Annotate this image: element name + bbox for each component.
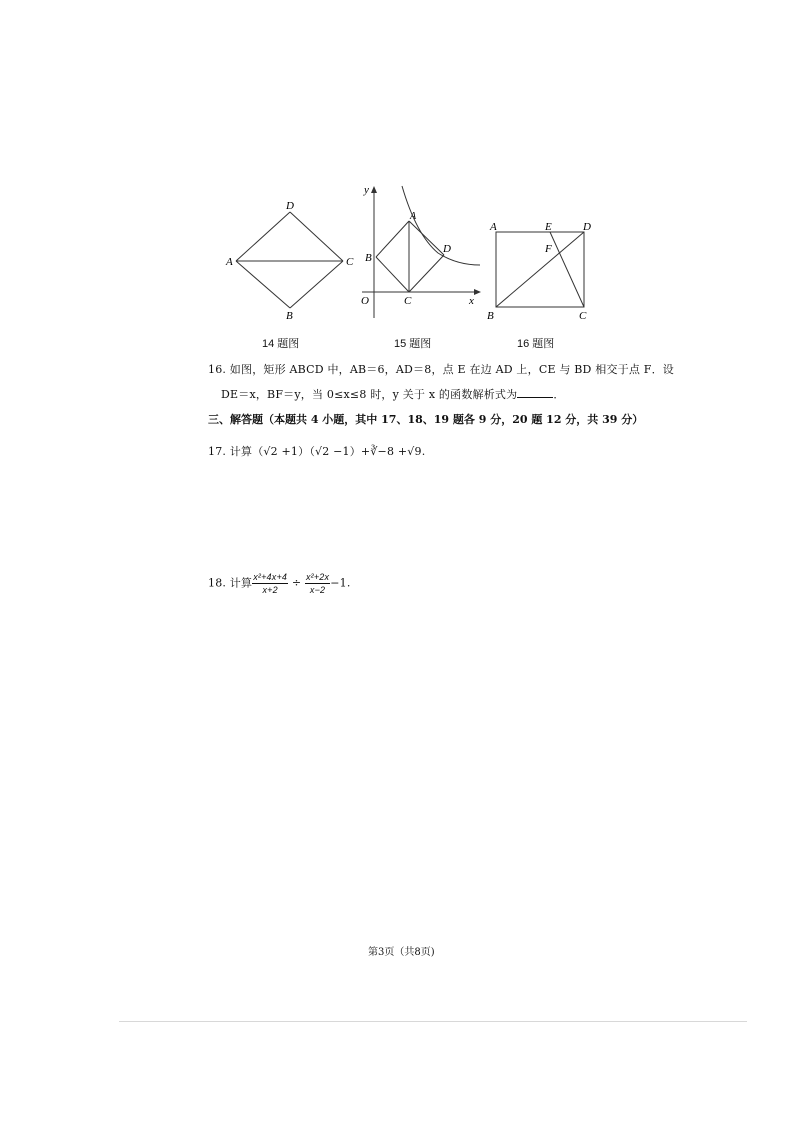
question-18-fraction-1 bbox=[252, 572, 288, 595]
fig16-diagonal-bd bbox=[496, 232, 584, 307]
fig15-side-cb bbox=[376, 257, 409, 292]
fig14-caption: 14 题图 bbox=[262, 338, 300, 350]
fig15-label-x: x bbox=[469, 295, 474, 307]
fig14-side-ba bbox=[236, 261, 290, 308]
fig16-label-c: C bbox=[579, 310, 587, 322]
question-16-line-1 bbox=[208, 361, 674, 377]
answer-blank[interactable] bbox=[517, 387, 553, 398]
figure-15 bbox=[355, 180, 485, 320]
question-17-number: 17. bbox=[208, 445, 227, 458]
fig15-label-o: O bbox=[361, 295, 369, 307]
fraction-1-denominator: x+2 bbox=[262, 585, 278, 595]
bottom-divider bbox=[119, 1021, 747, 1022]
fig15-label-y: y bbox=[364, 184, 369, 196]
fraction-2-denominator: x−2 bbox=[309, 585, 326, 595]
fig16-label-f: F bbox=[545, 243, 552, 255]
question-18 bbox=[208, 572, 351, 595]
question-16-text-2: DE＝x，BF＝y，当 0≤x≤8 时，y 关于 x 的函数解析式为 bbox=[221, 388, 518, 401]
fig15-caption: 15 题图 bbox=[394, 338, 432, 350]
question-17 bbox=[208, 443, 425, 459]
fig14-label-a: A bbox=[226, 256, 233, 268]
fig15-side-ba bbox=[376, 221, 409, 257]
fig16-label-b: B bbox=[487, 310, 494, 322]
fig16-label-d: D bbox=[583, 221, 591, 233]
question-16-number: 16. bbox=[208, 363, 227, 376]
figure-16 bbox=[484, 215, 596, 323]
fig14-side-cb bbox=[290, 261, 343, 308]
fraction-1-numerator: x²+4x+4 bbox=[253, 572, 288, 582]
fig14-side-ad bbox=[236, 212, 290, 261]
fig14-label-c: C bbox=[346, 256, 354, 268]
fig15-label-b: B bbox=[365, 252, 372, 264]
question-18-suffix: −1. bbox=[330, 576, 351, 590]
fraction-2-numerator: x²+2x bbox=[305, 572, 330, 582]
section-3-heading: 三、解答题（本题共 4 小题，其中 17、18、19 题各 9 分，20 题 12 分，共 39 分） bbox=[208, 413, 644, 426]
fig15-label-a: A bbox=[410, 211, 417, 222]
fig16-segment-ce bbox=[550, 232, 584, 307]
question-18-prefix: 计算 bbox=[229, 576, 253, 590]
fig15-label-d: D bbox=[443, 243, 451, 255]
figure-14 bbox=[222, 195, 362, 320]
fig16-caption: 16 题图 bbox=[517, 338, 555, 350]
fig14-label-b: B bbox=[286, 310, 293, 320]
question-16-line-2 bbox=[221, 386, 565, 402]
fig15-y-arrow bbox=[371, 186, 377, 193]
question-18-number: 18. bbox=[208, 576, 227, 590]
fig14-side-dc bbox=[290, 212, 343, 261]
question-17-expression: 计算（√2 +1）（√2 −1）+∛−8 +√9. bbox=[229, 445, 426, 458]
question-16-text: 如图，矩形 ABCD 中，AB＝6，AD＝8，点 E 在边 AD 上，CE 与 BD 相交于点 F．设 bbox=[229, 363, 674, 376]
fig14-label-d: D bbox=[286, 200, 294, 212]
fig16-label-e: E bbox=[545, 221, 552, 233]
question-18-fraction-2 bbox=[305, 572, 330, 595]
fig15-x-arrow bbox=[474, 289, 481, 295]
fig15-label-c: C bbox=[404, 295, 412, 307]
page-number: 第3页（共8页) bbox=[368, 947, 435, 958]
question-18-operator: ÷ bbox=[291, 576, 302, 590]
question-16-end: ． bbox=[553, 388, 565, 401]
fig15-side-ad bbox=[409, 221, 444, 255]
fig16-label-a: A bbox=[490, 221, 497, 233]
fig15-side-dc bbox=[409, 255, 444, 292]
